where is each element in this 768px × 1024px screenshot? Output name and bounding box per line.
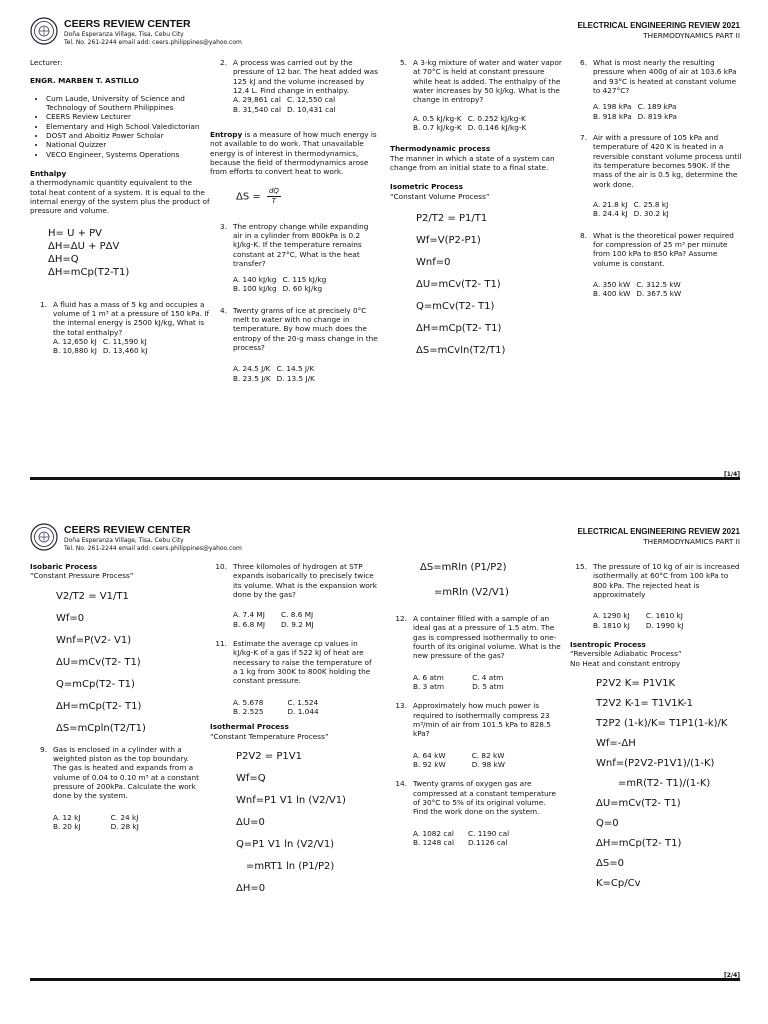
question-text: Three kilomoles of hydrogen at STP expands isobarically to precisely twice its volume. What is the expansion work done by the gas? xyxy=(233,562,377,599)
isometric-equation: Q=mCv(T2- T1) xyxy=(416,300,495,312)
column-2 xyxy=(210,562,378,905)
question-text: A 3-kg mixture of water and water vapor at 70°C is held at constant pressure while heat is added. The enthalpy of the water increases by 50 kJ/kg. What is the change in entropy? xyxy=(413,58,562,105)
isobaric-equation: ΔH=mCp(T2- T1) xyxy=(56,700,142,712)
column-4 xyxy=(570,58,742,305)
answer-options: A. 12,650 kJ C. 11,590 kJ B. 10,880 kJ D. 13,460 kJ xyxy=(53,336,148,356)
question-text: The pressure of 10 kg of air is increased isothermally at 60°C from 100 kPa to 800 kPa. The rejected heat is approximately xyxy=(593,562,740,599)
org-block xyxy=(64,18,242,46)
isometric-equation: P2/T2 = P1/T1 xyxy=(416,212,488,224)
lecturer-name: ENGR. MARBEN T. ASTILLO xyxy=(30,76,139,86)
entropy-definition: Entropy is a measure of how much energy is not available to do work. That unavailable energy is of interest in thermodynamics, because the field of thermodynamics arose from efforts to convert heat to work. xyxy=(210,129,377,177)
enthalpy-equation: ΔH=ΔU + PΔV xyxy=(48,240,120,252)
column-1 xyxy=(30,562,200,837)
page-header xyxy=(30,520,740,560)
isobaric-subtitle: “Constant Pressure Process” xyxy=(30,571,134,581)
column-4 xyxy=(570,562,742,889)
enthalpy-equation: ΔH=Q xyxy=(48,253,79,265)
isothermal-equation: ΔH=0 xyxy=(236,882,266,894)
isentropic-equation: Wnf=(P2V2-P1V1)/(1-K) xyxy=(596,757,715,769)
course-block xyxy=(577,21,740,41)
credential-item: • CEERS Review Lecturer xyxy=(46,112,210,121)
credential-item: • DOST and Aboitiz Power Scholar xyxy=(46,131,210,140)
lecturer-label: Lecturer: xyxy=(30,58,63,67)
answer-options: A. 1082 cal C. 1190 cal B. 1248 cal D.1126 cal xyxy=(413,828,510,847)
enthalpy-equation: H= U + PV xyxy=(48,227,103,239)
course-title: ELECTRICAL ENGINEERING REVIEW 2021 xyxy=(577,527,740,536)
answer-options: A. 12 kJ C. 24 kJ B. 20 kJ D. 28 kJ xyxy=(53,812,139,831)
isentropic-equation: T2V2 K-1= T1V1K-1 xyxy=(596,697,694,709)
question-13: 13. Approximately how much power is required to isothermally compress 23 m³/min of air from 101.5 kPa to 828.5 kPa? A. 64 kW C. 82 kW B. 92 kW D. 98 kW xyxy=(390,701,562,769)
answer-options: A. 0.5 kJ/kg-K C. 0.252 kJ/kg-K B. 0.7 kJ/kg-K D. 0.146 kJ/kg-K xyxy=(413,113,527,132)
enthalpy-definition: a thermodynamic quantity equivalent to the total heat content of a system. It is equal to the internal energy of the system plus the product of pressure and volume. xyxy=(30,178,210,216)
credential-item: • Elementary and High School Valedictorian xyxy=(46,122,210,131)
isentropic-title: Isentropic Process xyxy=(570,639,646,649)
isobaric-equation: Wnf=P(V2- V1) xyxy=(56,634,132,646)
question-7: 7. Air with a pressure of 105 kPa and temperature of 420 K is heated in a reversible constant volume process until its temperature becomes 590K. If the mass of the air is 0.5 kg, determine the work done. A. 21.8 kJ C. 25.8 kJ B. 24.4 kJ D. 30.2 kJ xyxy=(580,132,742,219)
isobaric-title: Isobaric Process xyxy=(30,562,98,571)
isentropic-equation: Wf=-ΔH xyxy=(596,737,636,749)
isometric-equation: Wf=V(P2-P1) xyxy=(416,234,481,246)
isentropic-equation: Q=0 xyxy=(596,817,619,829)
enthalpy-equation: ΔH=mCp(T2-T1) xyxy=(48,266,130,278)
question-text: What is most nearly the resulting pressure when 400g of air at 103.6 kPa and 93°C is heated at constant volume to 427°C? xyxy=(593,58,737,95)
question-6: 6. What is most nearly the resulting pressure when 400g of air at 103.6 kPa and 93°C is heated at constant volume to 427°C? A. 198 kPa C. 189 kPa B. 918 kPa D. 819 kPa xyxy=(570,58,742,121)
isothermal-equation: ΔU=0 xyxy=(236,816,265,828)
question-text: What is the theoretical power required for compression of 25 m³ per minute from 100 kPa to 850 kPa? Assume volume is constant. xyxy=(593,230,734,268)
question-12: 12. A container filled with a sample of an ideal gas at a pressure of 1.5 atm. The gas is compressed isothermally to one-fourth of its original volume. What is the new pressure of the gas? A. 6 atm C. 4 atm B. 3 atm D. 5 atm xyxy=(395,614,561,691)
question-15: 15. The pressure of 10 kg of air is increased isothermally at 60°C from 100 kPa to 800 kPa. The rejected heat is approximately A. 1290 kJ C. 1610 kJ B. 1810 kJ D. 1990 kJ xyxy=(570,562,742,630)
question-text: The entropy change while expanding air in a cylinder from 800kPa is 0.2 kJ/kg-K. If the temperature remains constant at 27°C, What is the heat transfer? xyxy=(233,221,369,268)
answer-options: A. 64 kW C. 82 kW B. 92 kW D. 98 kW xyxy=(413,750,506,769)
isometric-equation: Wnf=0 xyxy=(416,256,451,268)
question-2: 2. A process was carried out by the pressure of 12 bar. The heat added was 125 kJ and the volume increased by 12.4 L. Find change in enthalpy. A. 29,861 cal C. 12,550 cal B. 31,540 cal D. 10,431 cal xyxy=(220,58,378,114)
question-10: 10. Three kilomoles of hydrogen at STP expands isobarically to precisely twice its volume. What is the expansion work done by the gas? A. 7.4 MJ C. 8.6 MJ B. 6.8 MJ D. 9.2 MJ xyxy=(215,562,377,629)
answer-options: A. 350 kW C. 312.5 kW B. 400 kW D. 367.5 kW xyxy=(593,279,682,299)
isothermal-equation: Wf=Q xyxy=(236,772,266,784)
course-block xyxy=(577,527,740,547)
isentropic-equation: P2V2 K= P1V1K xyxy=(596,677,676,689)
isobaric-equation: ΔU=mCv(T2- T1) xyxy=(56,656,141,668)
isothermal-equation: =mRT1 ln (P1/P2) xyxy=(246,860,335,872)
question-text: Approximately how much power is required to isothermally compress 23 m³/min of air from 101.5 kPa to 828.5 kPa? xyxy=(413,701,551,739)
credentials-list xyxy=(30,94,210,159)
thermodynamic-process-title: Thermodynamic process xyxy=(390,144,491,154)
answer-options: A. 21.8 kJ C. 25.8 kJ B. 24.4 kJ D. 30.2 kJ xyxy=(593,199,669,219)
column-1 xyxy=(30,58,210,362)
org-contact: Tel. No. 261-2244 email add: ceers.philippines@yahoo.com xyxy=(64,38,242,46)
isobaric-equation: V2/T2 = V1/T1 xyxy=(56,590,129,602)
question-text: A process was carried out by the pressure of 12 bar. The heat added was 125 kJ and the volume increased by 12.4 L. Find change in enthalpy. xyxy=(233,58,378,95)
question-9: 9. Gas is enclosed in a cylinder with a weighted piston as the top boundary. The gas is heated and expands from a volume of 0.04 to 0.10 m³ at a constant pressure of 200kPa. Calculate the work done by the system. A. 12 kJ C. 24 kJ B. 20 kJ D. 28 kJ xyxy=(40,744,199,831)
org-name: CEERS REVIEW CENTER xyxy=(64,524,191,536)
question-8: 8. What is the theoretical power required for compression of 25 m³ per minute from 100 kPa to 850 kPa? Assume volume is constant. A. 350 kW C. 312.5 kW B. 400 kW D. 367.5 kW xyxy=(570,231,742,299)
isothermal-entropy-equation: ΔS=mRln (P1/P2) xyxy=(420,562,507,573)
question-1: 1. A fluid has a mass of 5 kg and occupies a volume of 1 m³ at a pressure of 150 kPa. If the internal energy is 2500 kJ/kg, What is the total enthalpy? A. 12,650 kJ C. 11,590 kJ B. 10,880 kJ D. 13,460 kJ xyxy=(40,299,210,356)
isometric-equation: ΔU=mCv(T2- T1) xyxy=(416,278,501,290)
question-5: 5. A 3-kg mixture of water and water vapor at 70°C is held at constant pressure while heat is added. The enthalpy of the water increases by 50 kJ/kg. What is the change in entropy? A. 0.5 kJ/kg-K C. 0.252 kJ/kg-K B. 0.7 kJ/kg-K D. 0.146 kJ/kg-K xyxy=(400,58,562,132)
isentropic-equation: T2P2 (1-k)/K= T1P1(1-k)/K xyxy=(596,717,728,729)
org-address: Doña Esperanza Village, Tisa, Cebu City xyxy=(64,537,184,545)
isometric-title: Isometric Process xyxy=(390,182,463,192)
question-11: 11. Estimate the average cp values in kJ/kg-K of a gas if 522 kJ of heat are necessary to raise the temperature of a 1 kg from 300K to 800K holding the constant pressure. A. 5.678 C. 1.524 B. 2.525 D. 1.044 xyxy=(210,639,378,716)
ceers-seal-logo-icon xyxy=(30,523,58,551)
answer-options: A. 198 kPa C. 189 kPa B. 918 kPa D. 819 kPa xyxy=(593,102,677,121)
answer-options: A. 140 kJ/kg C. 115 kJ/kg B. 100 kJ/kg D. 60 kJ/kg xyxy=(233,275,327,294)
page-divider-rule xyxy=(30,477,740,480)
credential-item: • National Quizzer xyxy=(46,140,210,149)
isobaric-equation: Q=mCp(T2- T1) xyxy=(56,678,135,690)
question-text: A fluid has a mass of 5 kg and occupies a volume of 1 m³ at a pressure of 150 kPa. If the internal energy is 2500 kJ/kg, What is the total enthalpy? xyxy=(53,299,210,337)
course-subtitle: THERMODYNAMICS PART II xyxy=(643,31,740,41)
thermodynamic-process-definition: The manner in which a state of a system can change from an initial state to a final state. xyxy=(390,153,555,172)
isometric-subtitle: “Constant Volume Process” xyxy=(390,191,490,201)
column-3 xyxy=(390,58,562,367)
org-contact: Tel. No. 261-2244 email add: ceers.philippines@yahoo.com xyxy=(64,544,242,552)
isometric-equation: ΔS=mCvln(T2/T1) xyxy=(416,344,506,356)
isothermal-title: Isothermal Process xyxy=(210,722,289,732)
isothermal-equation: P2V2 = P1V1 xyxy=(236,750,302,762)
question-text: Gas is enclosed in a cylinder with a weighted piston as the top boundary. The gas is heated and expands from a volume of 0.04 to 0.10 m³ at a constant pressure of 200kPa. Calculate the work done by the system. xyxy=(53,744,199,801)
org-block xyxy=(64,524,242,552)
isentropic-equation: =mR(T2- T1)/(1-K) xyxy=(618,777,711,789)
handout-page-1 xyxy=(0,0,768,490)
entropy-equation: ΔS = $\frac{dQ}{T}$ xyxy=(236,186,279,205)
isothermal-equation: Q=P1 V1 ln (V2/V1) xyxy=(236,838,335,850)
isobaric-equation: ΔS=mCpln(T2/T1) xyxy=(56,722,146,734)
question-4: 4. Twenty grams of ice at precisely 0°C melt to water with no change in temperature. By how much does the entropy of the 20-g mass change in the process? A. 24.5 J/K C. 14.5 J/K B. 23.5 J/K D. 13.5 J/K xyxy=(220,305,378,383)
column-2 xyxy=(210,58,378,389)
course-subtitle: THERMODYNAMICS PART II xyxy=(643,537,740,547)
isentropic-note: No Heat and constant entropy xyxy=(570,658,681,668)
answer-options: A. 24.5 J/K C. 14.5 J/K B. 23.5 J/K D. 13.5 J/K xyxy=(233,364,315,383)
isentropic-equation: K=Cp/Cv xyxy=(596,877,641,889)
isentropic-equation: ΔH=mCp(T2- T1) xyxy=(596,837,682,849)
isentropic-subtitle: “Reversible Adiabatic Process” xyxy=(570,649,682,659)
handout-page-2 xyxy=(0,512,768,1002)
question-3: 3. The entropy change while expanding air in a cylinder from 800kPa is 0.2 kJ/kg-K. If the temperature remains constant at 27°C, What is the heat transfer? A. 140 kJ/kg C. 115 kJ/kg B. 100 kJ/kg D. 60 kJ/kg xyxy=(210,222,378,294)
question-14: 14. Twenty grams of oxygen gas are compressed at a constant temperature of 30°C to 5% of its original volume. Find the work done on the system. A. 1082 cal C. 1190 cal B. 1248 cal D.1126 cal xyxy=(390,779,562,847)
answer-options: A. 29,861 cal C. 12,550 cal B. 31,540 cal D. 10,431 cal xyxy=(233,95,336,114)
answer-options: A. 7.4 MJ C. 8.6 MJ B. 6.8 MJ D. 9.2 MJ xyxy=(233,610,314,629)
credential-item: • VECO Engineer, Systems Operations xyxy=(46,150,210,159)
isothermal-entropy-equation: =mRln (V2/V1) xyxy=(434,587,509,598)
question-text: Air with a pressure of 105 kPa and temperature of 420 K is heated in a reversible constant volume process until its temperature becomes 590K. If the mass of the air is 0.5 kg, determine the work done. xyxy=(593,132,742,189)
question-text: Twenty grams of ice at precisely 0°C melt to water with no change in temperature. By how much does the entropy of the 20-g mass change in the process? xyxy=(233,305,378,353)
org-name: CEERS REVIEW CENTER xyxy=(64,18,191,30)
page-number: [2/4] xyxy=(723,972,740,979)
question-text: A container filled with a sample of an ideal gas at a pressure of 1.5 atm. The gas is compressed isothermally to one-fourth of its original volume. What is the new pressure of the gas? xyxy=(413,614,561,661)
isothermal-subtitle: “Constant Temperature Process” xyxy=(210,731,329,741)
page-divider-rule xyxy=(30,978,740,981)
isobaric-equation: Wf=0 xyxy=(56,612,85,624)
isentropic-equation: ΔU=mCv(T2- T1) xyxy=(596,797,681,809)
isometric-equation: ΔH=mCp(T2- T1) xyxy=(416,322,502,334)
question-text: Estimate the average cp values in kJ/kg-K of a gas if 522 kJ of heat are necessary to raise the temperature of a 1 kg from 300K to 800K holding the constant pressure. xyxy=(233,638,372,686)
answer-options: A. 6 atm C. 4 atm B. 3 atm D. 5 atm xyxy=(413,672,504,691)
course-title: ELECTRICAL ENGINEERING REVIEW 2021 xyxy=(577,21,740,30)
isentropic-equation: ΔS=0 xyxy=(596,857,624,869)
isothermal-equation: Wnf=P1 V1 ln (V2/V1) xyxy=(236,794,346,806)
answer-options: A. 1290 kJ C. 1610 kJ B. 1810 kJ D. 1990 kJ xyxy=(593,611,684,630)
credential-item: • Cum Laude, University of Science and Technology of Southern Philippines xyxy=(46,94,210,113)
question-text: Twenty grams of oxygen gas are compressed at a constant temperature of 30°C to 5% of its original volume. Find the work done on the system. xyxy=(413,779,556,817)
answer-options: A. 5.678 C. 1.524 B. 2.525 D. 1.044 xyxy=(233,697,319,716)
org-address: Doña Esperanza Village, Tisa, Cebu City xyxy=(64,31,184,39)
page-number: [1/4] xyxy=(723,471,740,478)
enthalpy-title: Enthalpy xyxy=(30,168,67,178)
page-header xyxy=(30,14,740,54)
column-3 xyxy=(390,562,562,853)
ceers-seal-logo-icon xyxy=(30,17,58,45)
